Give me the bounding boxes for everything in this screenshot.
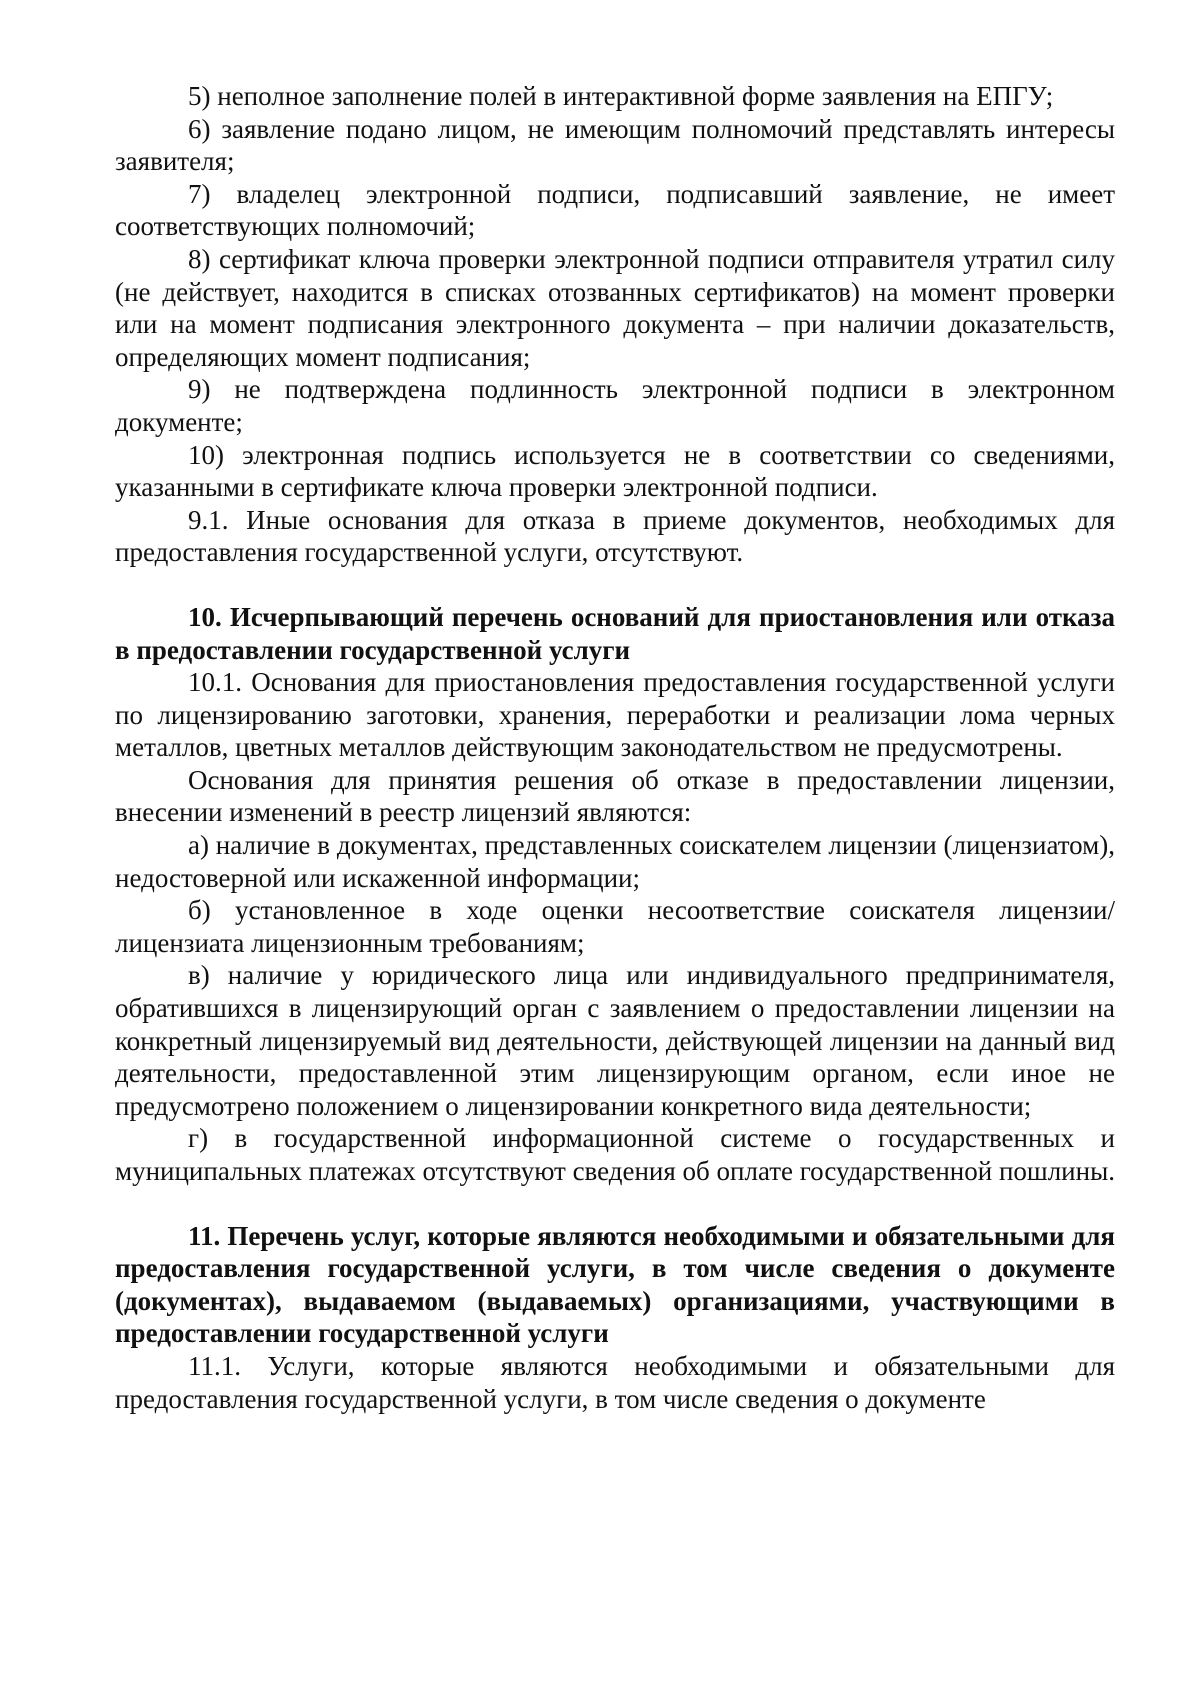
paragraph-item-a: а) наличие в документах, представленных соискателем лицензии (лицензиатом), недостоверной или искаженной информации; (115, 830, 1115, 893)
paragraph-item-v: в) наличие у юридического лица или индивидуального предпринимателя, обратившихся в лицензирующий орган с заявлением о предоставлении лицензии на конкретный лицензируемый вид деятельности, действующей лицензии на данный вид деятельности, предоставленной этим лицензирующим органом, если иное не предусмотрено положением о лицензировании конкретного вида деятельности; (115, 960, 1115, 1121)
paragraph-item-6: 6) заявление подано лицом, не имеющим полномочий представлять интересы заявителя; (115, 113, 1115, 177)
paragraph-refusal-grounds: Основания для принятия решения об отказе в предоставлении лицензии, внесении изменений в реестр лицензий являются: (115, 764, 1115, 828)
paragraph-10-1: 10.1. Основания для приостановления предоставления государственной услуги по лицензированию заготовки, хранения, переработки и реализации лома черных металлов, цветных металлов действующим законодательством не предусмотрены. (115, 667, 1115, 763)
section-heading-10: 10. Исчерпывающий перечень оснований для приостановления или отказа в предоставлении государственной услуги (115, 601, 1115, 665)
section-heading-11: 11. Перечень услуг, которые являются необходимыми и обязательными для предоставления государственной услуги, в том числе сведения о документе (документах), выдаваемом (выдаваемых) организациями, участвующими в предоставлении государственной услуги (115, 1220, 1115, 1349)
paragraph-item-9: 9) не подтверждена подлинность электронной подписи в электронном документе; (115, 374, 1115, 437)
paragraph-item-8: 8) сертификат ключа проверки электронной подписи отправителя утратил силу (не действует, находится в списках отозванных сертификатов) на момент проверки или на момент подписания электронного документа – при наличии доказательств, определяющих момент подписания; (115, 243, 1115, 372)
document-page (115, 80, 1115, 1415)
paragraph-item-b: б) установленное в ходе оценки несоответствие соискателя лицензии/лицензиата лицензионным требованиям; (115, 895, 1115, 958)
paragraph-item-g: г) в государственной информационной системе о государственных и муниципальных платежах отсутствуют сведения об оплате государственной пошлины. (115, 1123, 1115, 1186)
paragraph-item-10: 10) электронная подпись используется не в соответствии со сведениями, указанными в сертификате ключа проверки электронной подписи. (115, 439, 1115, 503)
paragraph-11-1: 11.1. Услуги, которые являются необходимыми и обязательными для предоставления государственной услуги, в том числе сведения о документе (115, 1350, 1115, 1414)
paragraph-9-1: 9.1. Иные основания для отказа в приеме документов, необходимых для предоставления государственной услуги, отсутствуют. (115, 504, 1115, 568)
paragraph-item-5: 5) неполное заполнение полей в интерактивной форме заявления на ЕПГУ; (188, 81, 1054, 111)
paragraph-item-7: 7) владелец электронной подписи, подписавший заявление, не имеет соответствующих полномочий; (115, 178, 1115, 242)
